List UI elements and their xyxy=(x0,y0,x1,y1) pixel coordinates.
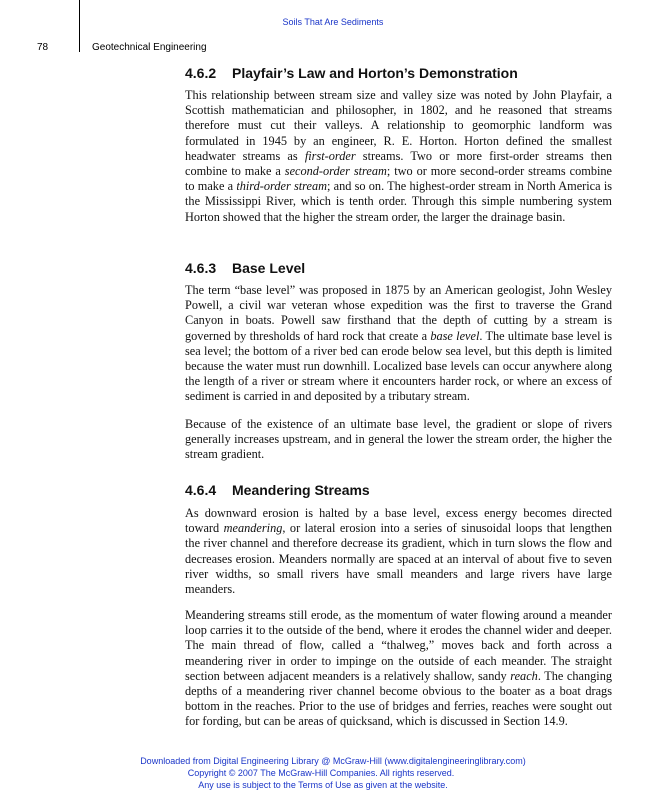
text-run: . The ultimate base level is sea level; the bottom of a river bed can erode below sea level, but this depth is limited because the water must run downhill. Localized base levels can occur anywhere along the length of a river or stream where it encounters harder rock, or where an excess of sediment is carried in and deposited by a tributary stream. xyxy=(185,328,612,404)
emphasis-meandering: meandering xyxy=(223,521,283,536)
text-run: The term “base level” was proposed in 1875 by an American geologist, John Wesley Powell, a civil war veteran whose expedition was the first to traverse the Grand Canyon in boats. Powell saw firsthand that the depth of cutting by a stream is governed by thresholds of hard rock that create a xyxy=(185,283,612,343)
section-heading-base-level xyxy=(185,260,305,276)
running-head: Soils That Are Sediments xyxy=(282,17,384,27)
paragraph-base-level-2 xyxy=(185,417,612,463)
section-number: 4.6.4 xyxy=(185,482,217,498)
page-number: 78 xyxy=(37,42,49,53)
section-title: Meandering Streams xyxy=(232,482,370,498)
text-run: This relationship between stream size and valley size was noted by John Playfair, a Scottish mathematician and philosopher, in 1802, and he reasoned that streams therefore must cut their valleys. A relationship to geomorphic landform was formulated in 1945 by an engineer, R. E. Horton. Horton defined the smallest headwater streams as xyxy=(185,88,612,163)
section-title: Base Level xyxy=(232,260,306,276)
section-title: Playfair’s Law and Horton’s Demonstration xyxy=(232,65,518,81)
text-run: Because of the existence of an ultimate base level, the gradient or slope of rivers generally increases upstream, and in general the lower the stream order, the higher the stream gradient. xyxy=(185,417,612,462)
paragraph-base-level-1 xyxy=(185,283,612,405)
emphasis-second-order: second-order stream xyxy=(284,164,387,179)
footer-terms-line[interactable]: Any use is subject to the Terms of Use as given at the website. xyxy=(198,780,448,790)
paragraph-playfair xyxy=(185,88,612,225)
text-run: , or lateral erosion into a series of sinusoidal loops that lengthen the river channel and therefore decrease its gradient, which in turn slows the flow and decreases erosion. Meanders normally are spaced at an interval of about five to seven river widths, so small rivers have small meanders and large rivers have large meanders. xyxy=(185,521,612,597)
paragraph-meandering-2 xyxy=(185,608,612,730)
section-number: 4.6.2 xyxy=(185,65,217,81)
emphasis-base-level: base level xyxy=(430,328,480,343)
text-run: Meandering streams still erode, as the momentum of water flowing around a meander loop carries it to the outside of the bend, where it erodes the channel wider and deeper. The main thread of flow, called a “thalweg,” moves back and forth across a meandering river in order to impinge on the outside of each meander. The straight section between adjacent meanders is a relatively shallow, sandy xyxy=(185,608,612,683)
text-run: ; and so on. The highest-order stream in North America is the Mississippi River, which is tenth order. Through this simple numbering system Horton showed that the higher the stream order, the larger the drainage basin. xyxy=(185,179,613,224)
emphasis-reach: reach xyxy=(510,668,538,683)
section-heading-meandering xyxy=(185,482,370,498)
section-number: 4.6.3 xyxy=(185,260,217,276)
text-run: streams. Two or more first-order streams then combine to make a xyxy=(185,148,612,179)
text-run: . The changing depths of a meandering river channel become obvious to the boater as a boat drags bottom in the reaches. Prior to the use of bridges and ferries, reaches were sought out for fording, but can be areas of quicksand, which is discussed in Section 14.9. xyxy=(185,668,612,729)
book-title: Geotechnical Engineering xyxy=(92,42,207,53)
footer-download-line[interactable]: Downloaded from Digital Engineering Library @ McGraw-Hill (www.digitalengineeringlibrary.com) xyxy=(140,756,526,766)
section-heading-playfair xyxy=(185,65,518,81)
text-run: ; two or more second-order streams combine to make a xyxy=(185,164,612,194)
footer-copyright-line: Copyright © 2007 The McGraw-Hill Companies. All rights reserved. xyxy=(187,768,455,778)
emphasis-third-order: third-order stream xyxy=(236,179,327,194)
text-run: As downward erosion is halted by a base level, excess energy becomes directed toward xyxy=(185,506,612,536)
emphasis-first-order: first-order xyxy=(304,148,356,163)
paragraph-meandering-1 xyxy=(185,506,612,597)
